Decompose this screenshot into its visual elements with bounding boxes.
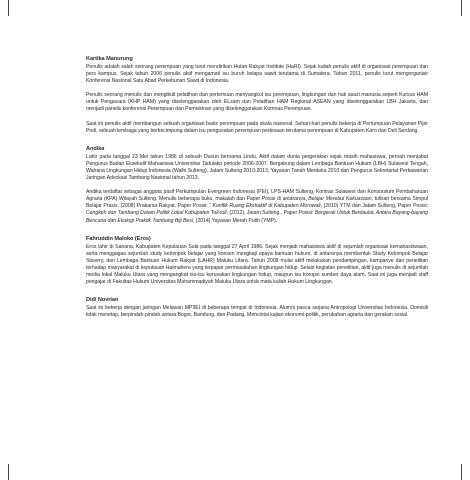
bio-paragraph bbox=[86, 121, 428, 135]
crop-mark bbox=[8, 464, 9, 480]
bio-text: Penulis adalah salah seorang perempuan yang turut mendirikan Hutan Rakyat Institute (HaRI). Sejak kuliah penulis aktif di organisasi perempuan dan pers kampus. Sejak tahun 2006 penulis aktif mengamati isu buruh kelapa sawit terutama di Sumatera. Tahun 2011, penulis turut mengorganisir Konferensi Nasional Satu Abad Perkebunan Sawit di Indonesia. bbox=[86, 64, 428, 85]
author-bio bbox=[86, 297, 428, 319]
bio-text: Penulis seorang menulis dan mengikuti pelatihan dan pertemuan menyangkut isu perempuan, lingkungan dan hak asazi manusia seperti Kursus HAM untuk Pengacara (KHP HAM) yang diselenggarakan oleh ELsam dan Pelatihan HAM Regional ASEAN yang diselenggarakan LBH Jakarta, dan menjadi panelis konferensi Perempuan dan Pemiskinan yang diselenggarakan Komnas Perempuan. bbox=[86, 92, 428, 113]
bio-text: Andika terdaftar sebagai anggota pasif Perkumpulan Evergreen Indonesia (PEI), LPS-HAM Sulteng, Kontras Sulawesi dan Konsorsium Pembaharuan Agraria (KPA) Wilayah Sulteng. Menulis beberapa buku, makalah dan Paper Posisi di antaranya, bbox=[86, 189, 428, 203]
bio-paragraph bbox=[86, 305, 428, 319]
crop-mark bbox=[461, 464, 462, 480]
author-name: Didi Novrian bbox=[86, 297, 119, 304]
author-bio bbox=[86, 236, 428, 287]
author-name: Kartika Manurung bbox=[86, 56, 133, 62]
bio-text: , (2014) Yayasan Merah Putih (YMP). bbox=[192, 217, 278, 224]
author-bios bbox=[86, 56, 428, 330]
bio-text: Eros lahir di Sanana, Kabupaten Kepulauan Sula pada tanggal 27 April 1986. Sejak menjadi mahasiswa aktif di sejumlah organisasi kemahasiswaan, serta menggagas sejumlah study kelompok belajar yang konsen mengkaji upaya bantuan hukum, di antaranya membentuk Study Kelompok Belajar Stavery, dan Lembaga Bantuan Hukum Rakyat (LAHR) Maluku Utara. Tahun 2008 mulai aktif melakukan pendampingan, kampanye dan penelitian terhadap masyarakat di kepulauan Halmahera yang terpapar permasalahan lingkungan hidup. Selain kegiatan penelitian, aktif juga menulis di sejumlah media lokal Maluku Utara yang mengangkat isu-isu kerusakan lingkungan hidup, maupun isu korupsi sumber daya alam. Saat ini juga menjadi staff pengajar di Fakultas Hukum Universitas Muhammadiyah Maluku Utara untuk mata kuliah Hukum Lingkungan. bbox=[86, 243, 428, 286]
bio-paragraph bbox=[86, 189, 428, 224]
bio-text: Saat ini penulis aktif membangun sebuah organisasi basis perempuan pada skala nasional. Sehari-hari penulis bekerja di Pertumpuan Pelayanan Pijer Podi, sebuah lembaga yang berkecimpung dalam isu pengusatan perempuan pedesaan terutama perempuan di Kabupaten Karo dan Deli Serdang. bbox=[86, 120, 428, 134]
bio-paragraph bbox=[86, 64, 428, 85]
bio-paragraph bbox=[86, 154, 428, 182]
publication-title: Konflik Ruang Ekstraktif di Kabupaten Morowali bbox=[212, 203, 321, 210]
crop-mark bbox=[8, 0, 9, 16]
bio-text: , tulisan bersama Simpul Belajar Praxis, (2008) Prakarsa Rakyat. Paper Posisi: “ bbox=[86, 196, 428, 210]
publication-title: Cengkeh dan Tambang Dalam Politik Lokal Kabupaten Toli-toli bbox=[86, 210, 227, 217]
author-bio bbox=[86, 56, 428, 135]
crop-mark bbox=[461, 0, 462, 16]
bio-text: Lahir pada tanggal 23 Mei tahun 1986 di sebuah Dusun bernama Lindu. Aktif dalam dunia pergerakan sejak masih mahasiswa, pernah menjabat Pengurus Badan Eksekutif Mahasiswa Universitas Tadulako periode 2006-2007. Bergabung dalam Lembaga Bantuan Hukum (LBH) Sulawesi Tengah, Wahana Lingkungan Hidup Indonesia (Walhi Sulteng), Jatam Sulteng 2010-2013, Yayasan Tanah Merdeka 2010 dan Pengurus Sekretariat Perkawanan Jaringan Advokasi Tambang Nasional tahun 2013. bbox=[86, 153, 428, 182]
publication-title: Bergerak Untuk Berdaulat, Antara Bayang-bayang Bencana dan Ekologi Praktik Tambang Biji Besi bbox=[86, 210, 428, 224]
bio-text: Saat ini bekerja dengan jaringan Melawan MP3EI di beberapa tempat di Indonesia. Alumni pasca sarjana Antropologi Universitas Indonesia. Domisili tidak menetap, berpindah-pindah antara Bogor, Bandung, dan Padang. Mencintai kajian ekonomi-politik, perubahan agraria dan gerakan sosial. bbox=[86, 305, 428, 319]
author-bio bbox=[86, 146, 428, 225]
bio-paragraph bbox=[86, 244, 428, 287]
author-name: Andika bbox=[86, 145, 105, 152]
publication-title: Belajar Merebut Kekuasaan bbox=[308, 196, 372, 203]
author-name: Fahruddin Maloko (Eros) bbox=[86, 235, 151, 242]
bio-paragraph bbox=[86, 92, 428, 113]
bio-text: , (2012), Jatam Sulteng., Paper Posisi: bbox=[226, 210, 315, 217]
bio-text: , (2010) YTM dan Jatam Sulteng, Paper Posisi: bbox=[320, 203, 429, 210]
